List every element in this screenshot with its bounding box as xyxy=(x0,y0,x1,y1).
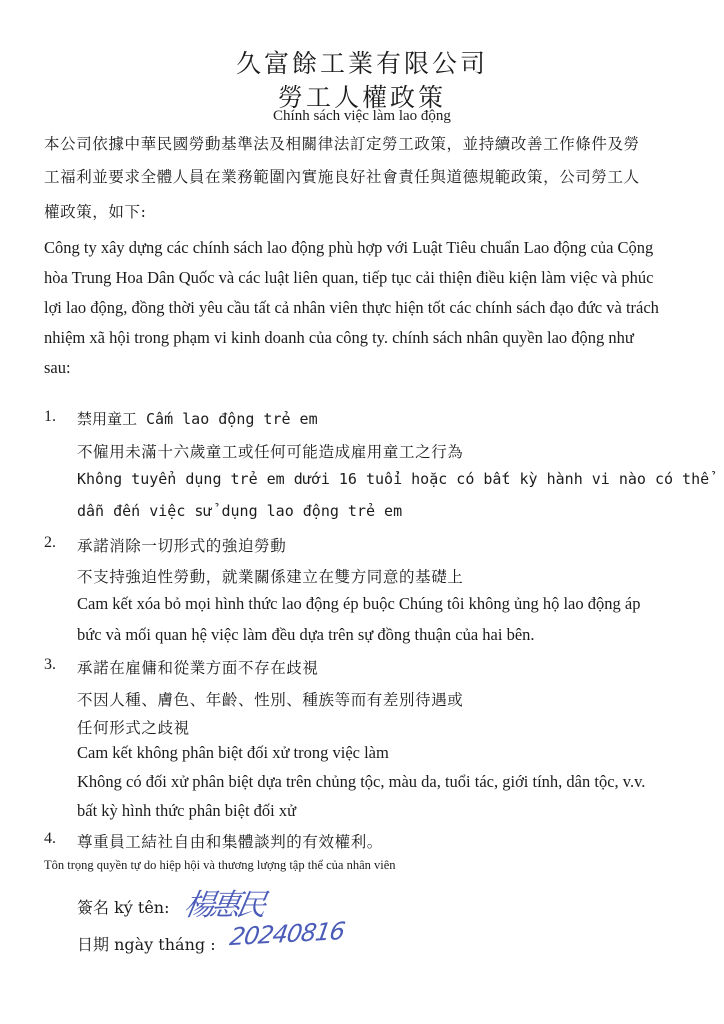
company-name: 久富餘工業有限公司 xyxy=(235,49,488,78)
intro-zh-line: 工福利並要求全體人員在業務範圍內實施良好社會責任與道德規範政策，公司勞工人 xyxy=(44,168,640,186)
item-heading-forced-labor: 承諾消除一切形式的強迫勞動 xyxy=(77,537,287,555)
item-line: 任何形式之歧視 xyxy=(77,719,190,737)
policy-title-vi: Chính sách việc làm lao động xyxy=(273,108,451,124)
item-line: Cam kết xóa bỏ mọi hình thức lao động ép buộc Chúng tôi không ủng hộ lao động áp xyxy=(77,594,641,613)
item-heading-non-discrimination: 承諾在雇傭和從業方面不存在歧視 xyxy=(77,659,319,677)
item-line: 不僱用未滿十六歲童工或任何可能造成雇用童工之行為 xyxy=(77,443,464,461)
policy-title-zh: 勞工人權政策 xyxy=(277,83,446,112)
item-number: 3. xyxy=(44,656,56,673)
date-label: 日期 ngày tháng : xyxy=(77,935,216,954)
intro-vi-line: Công ty xây dựng các chính sách lao động phù hợp với Luật Tiêu chuẩn Lao động của Cộng xyxy=(44,238,654,257)
item-line: 不因人種、膚色、年齡、性別、種族等而有差別待遇或 xyxy=(77,691,464,709)
item-number: 1. xyxy=(44,408,56,425)
item-line: Không tuyển dụng trẻ em dưới 16 tuổi hoặc có bất kỳ hành vi nào có thể xyxy=(77,470,710,488)
signature-label: 簽名 ký tên: xyxy=(77,898,170,917)
item-heading-freedom-of-association: 尊重員工結社自由和集體談判的有效權利。 xyxy=(77,833,383,851)
intro-vi-line: hòa Trung Hoa Dân Quốc và các luật liên quan, tiếp tục cải thiện điều kiện làm việc và phúc xyxy=(44,268,654,287)
item-number: 2. xyxy=(44,534,56,551)
item-line: bức và mối quan hệ việc làm đều dựa trên sự đồng thuận của hai bên. xyxy=(77,625,535,644)
item-line: dẫn đến việc sử dụng lao động trẻ em xyxy=(77,502,403,520)
handwritten-date: 20240816 xyxy=(227,916,347,952)
intro-zh-line: 本公司依據中華民國勞動基準法及相關律法訂定勞工政策，並持續改善工作條件及勞 xyxy=(44,135,640,153)
item-line: Không có đối xử phân biệt dựa trên chủng tộc, màu da, tuổi tác, giới tính, dân tộc, v.v. xyxy=(77,772,646,791)
intro-vi-line: nhiệm xã hội trong phạm vi kinh doanh của công ty. chính sách nhân quyền lao động như xyxy=(44,328,634,347)
item-number: 4. xyxy=(44,830,56,847)
item-line: bất kỳ hình thức phân biệt đối xử xyxy=(77,801,297,820)
intro-zh-line: 權政策，如下: xyxy=(44,203,147,221)
handwritten-signature: 楊惠民 xyxy=(181,888,266,923)
intro-vi-line: sau: xyxy=(44,358,71,377)
intro-vi-line: lợi lao động, đồng thời yêu cầu tất cả nhân viên thực hiện tốt các chính sách đạo đức và trách xyxy=(44,298,659,317)
item-line: Tôn trọng quyền tự do hiệp hội và thương lượng tập thể của nhân viên xyxy=(44,858,396,872)
item-line: 不支持強迫性勞動，就業關係建立在雙方同意的基礎上 xyxy=(77,568,464,586)
item-line: Cam kết không phân biệt đối xử trong việc làm xyxy=(77,743,389,762)
item-heading-child-labor: 禁用童工 Cấm lao động trẻ em xyxy=(77,410,318,428)
